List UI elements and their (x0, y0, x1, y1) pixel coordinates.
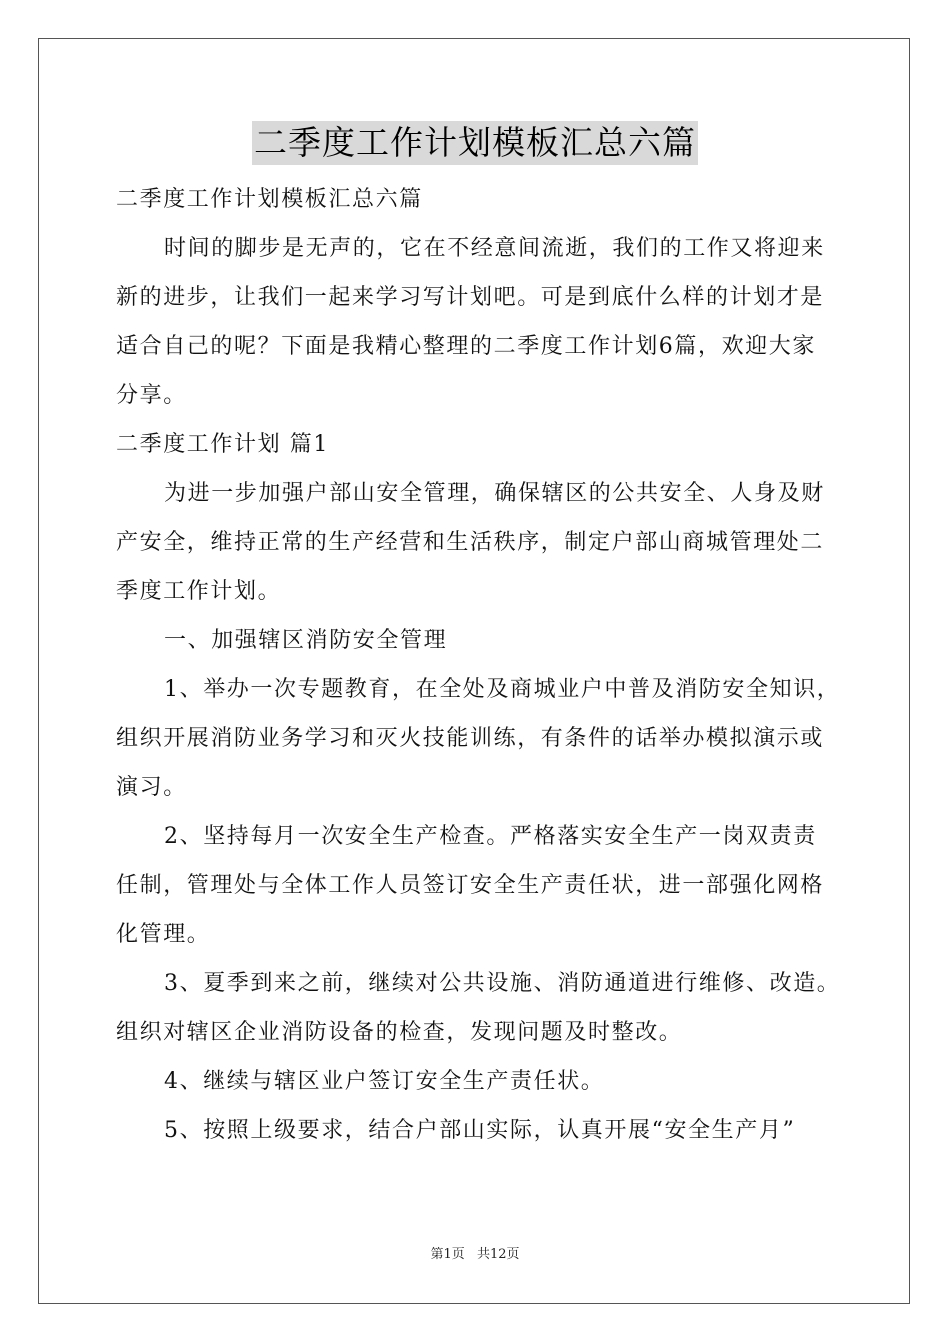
document-title: 二季度工作计划模板汇总六篇 (252, 121, 698, 165)
body-line: 适合自己的呢？下面是我精心整理的二季度工作计划6篇，欢迎大家 (116, 334, 816, 359)
title-container (0, 121, 950, 165)
body-line: 演习。 (116, 775, 187, 800)
body-line: 4、继续与辖区业户签订安全生产责任状。 (164, 1069, 605, 1094)
page-number: 第1页 (430, 1247, 465, 1262)
body-line: 2、坚持每月一次安全生产检查。严格落实安全生产一岗双责责 (164, 824, 817, 849)
body-line: 5、按照上级要求，结合户部山实际，认真开展“安全生产月” (164, 1118, 796, 1143)
body-line: 为进一步加强户部山安全管理，确保辖区的公共安全、人身及财 (164, 481, 825, 506)
page-footer (0, 1246, 950, 1264)
body-line: 化管理。 (116, 922, 211, 947)
section-heading: 二季度工作计划 篇1 (116, 432, 329, 457)
body-line: 季度工作计划。 (116, 579, 282, 604)
body-line: 新的进步，让我们一起来学习写计划吧。可是到底什么样的计划才是 (116, 285, 825, 310)
body-line: 时间的脚步是无声的，它在不经意间流逝，我们的工作又将迎来 (164, 236, 825, 261)
page-total: 共12页 (476, 1247, 520, 1262)
body-line: 分享。 (116, 383, 187, 408)
body-line: 组织开展消防业务学习和灭火技能训练，有条件的话举办模拟演示或 (116, 726, 825, 751)
body-line: 产安全，维持正常的生产经营和生活秩序，制定户部山商城管理处二 (116, 530, 825, 555)
body-line: 任制，管理处与全体工作人员签订安全生产责任状，进一部强化网格 (116, 873, 825, 898)
body-line: 1、举办一次专题教育，在全处及商城业户中普及消防安全知识， (164, 677, 841, 702)
body-line: 二季度工作计划模板汇总六篇 (116, 187, 423, 212)
body-line: 3、夏季到来之前，继续对公共设施、消防通道进行维修、改造。 (164, 971, 841, 996)
subsection-heading: 一、加强辖区消防安全管理 (164, 628, 448, 653)
document-body (116, 175, 841, 1155)
body-line: 组织对辖区企业消防设备的检查，发现问题及时整改。 (116, 1020, 683, 1045)
